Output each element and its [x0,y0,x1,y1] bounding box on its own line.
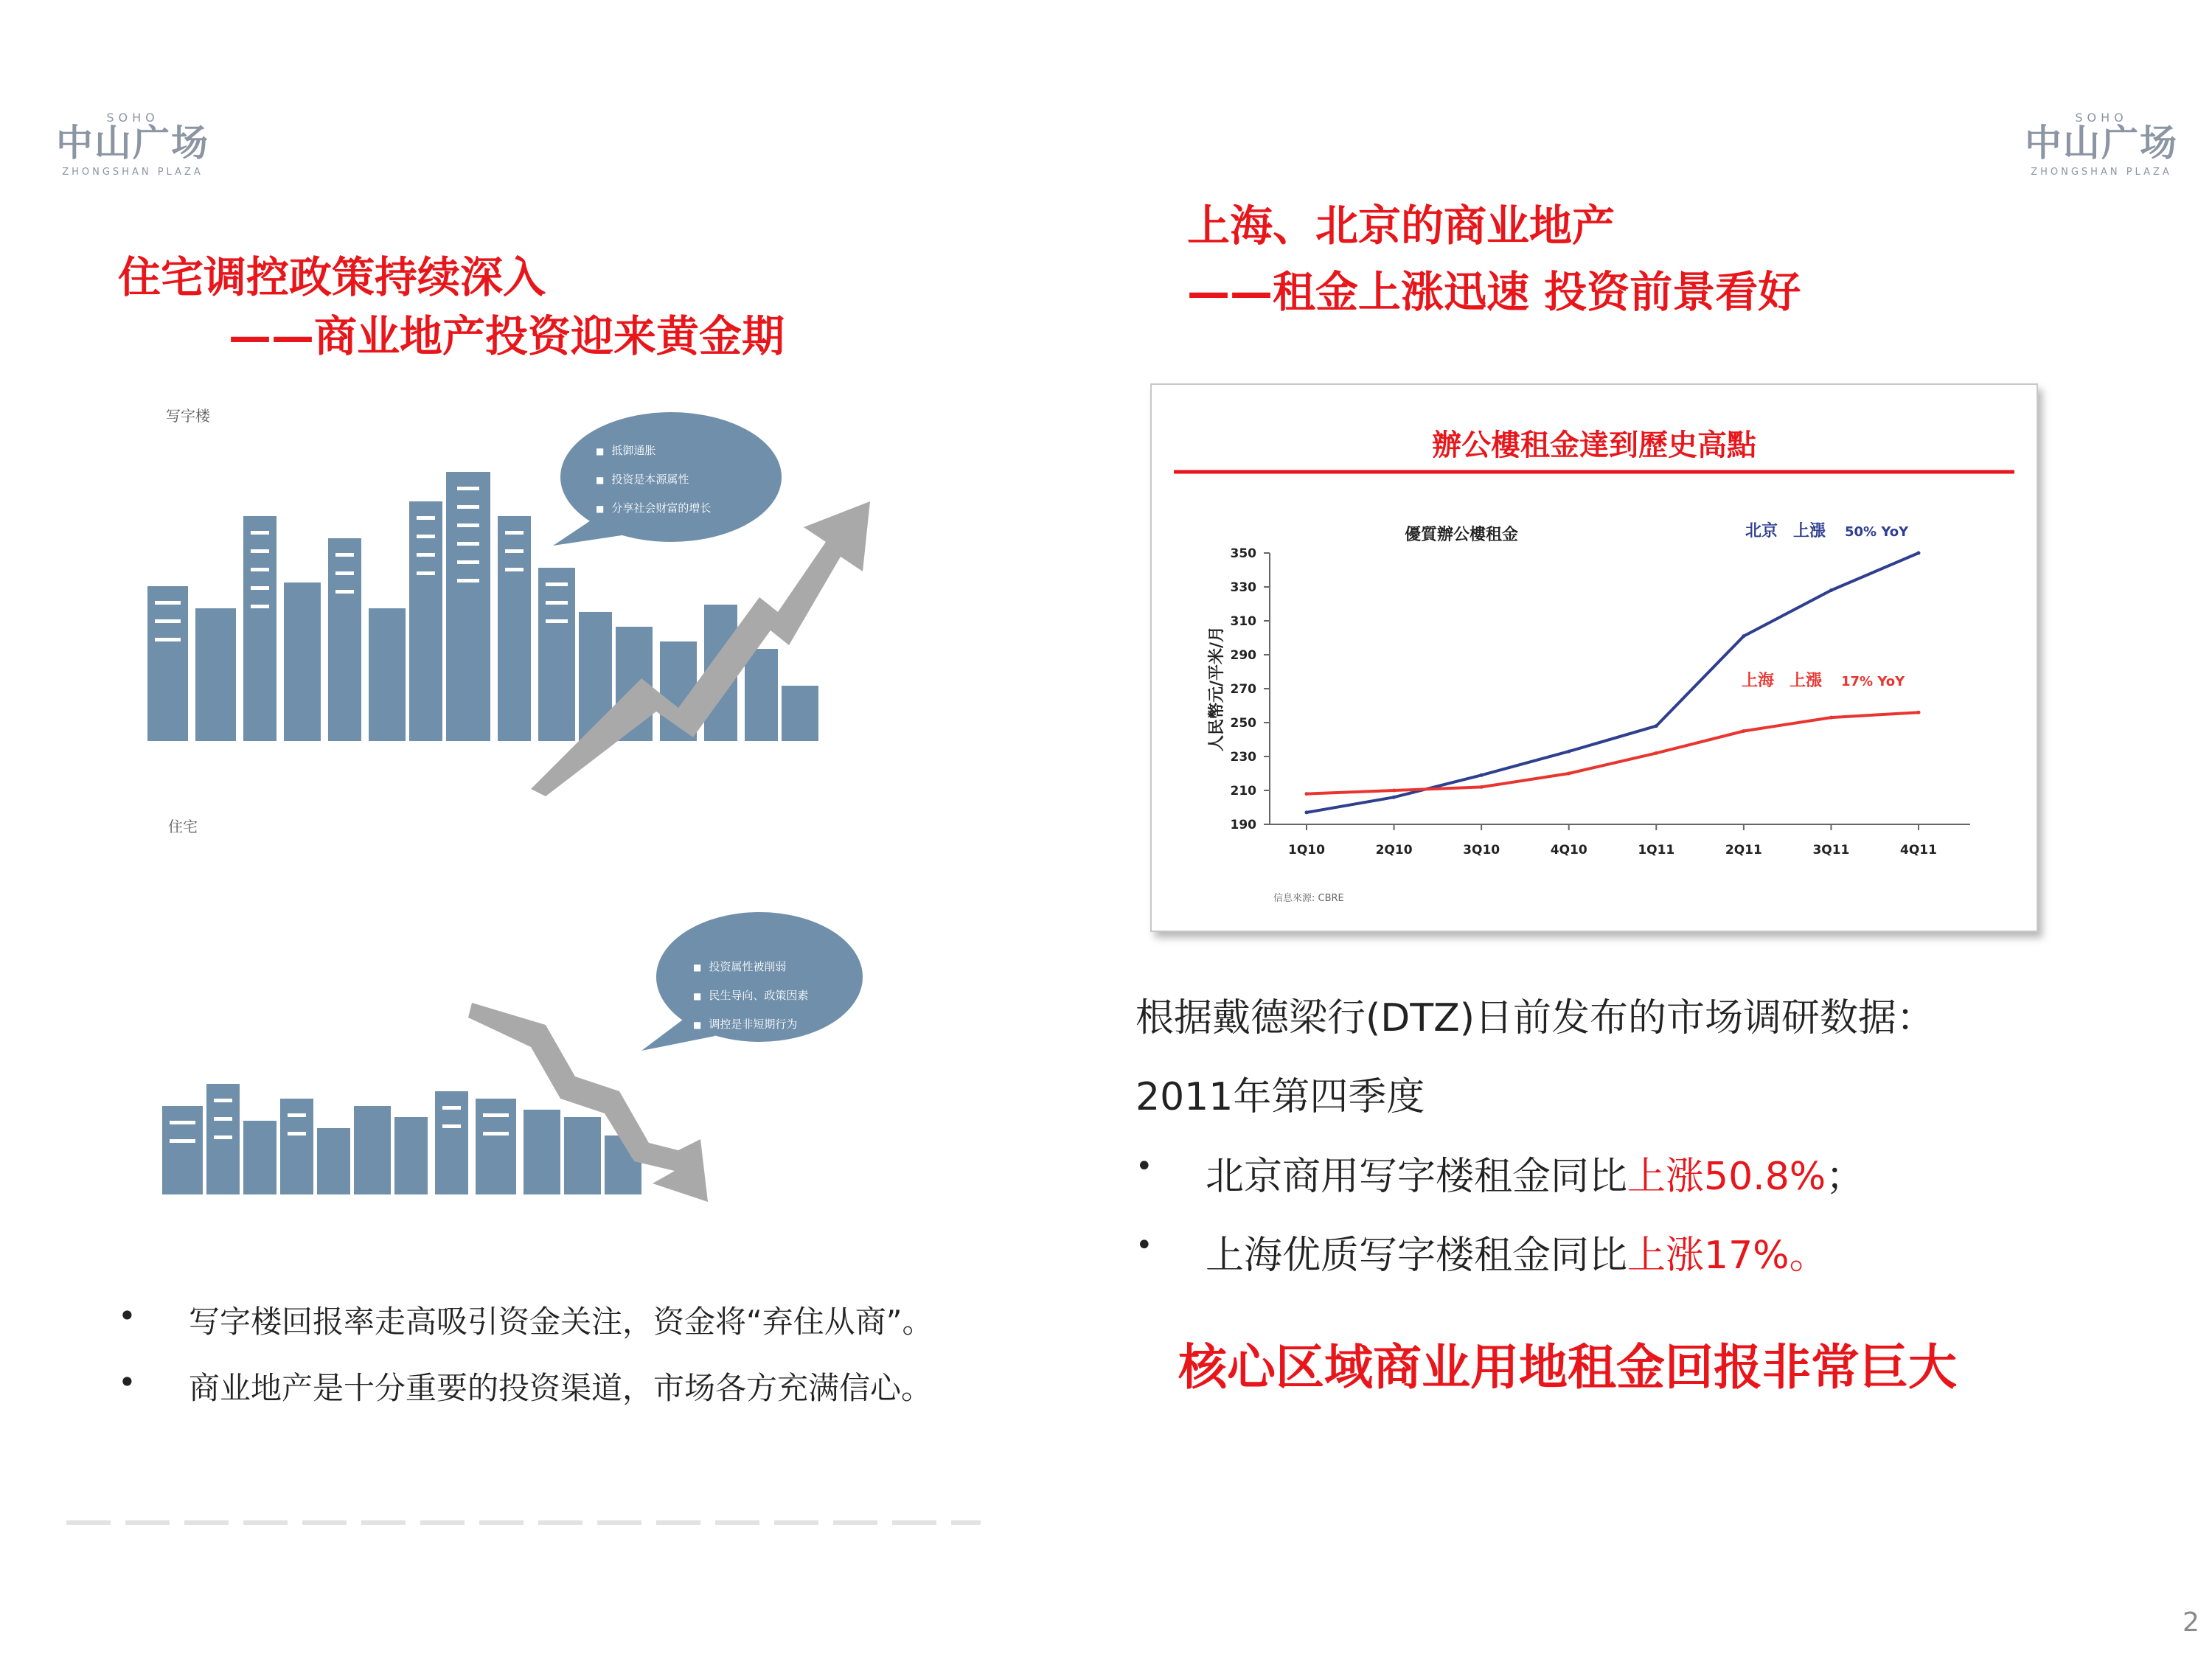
chart-source-note: 信息來源: CBRE [1273,893,1344,904]
faint-divider [66,1520,981,1525]
y-tick-label: 330 [1230,580,1256,595]
data-point [1917,711,1921,714]
logo-brand: SOHO [106,111,159,125]
office-label: 写字楼 [166,407,210,425]
x-tick-label: 4Q11 [1900,843,1937,858]
series-annotation-label: 上漲 [1793,522,1826,540]
y-tick-label: 290 [1230,648,1256,663]
y-tick-label: 210 [1230,784,1256,799]
office-bubble-item: ■ 投资是本源属性 [596,471,711,487]
x-tick-label: 2Q10 [1375,843,1413,858]
residential-bubble-item: ■ 民生导向、政策因素 [693,987,808,1003]
y-tick-label: 270 [1230,682,1256,697]
right-bullet-2-highlight: 上涨17%。 [1627,1234,1828,1278]
conclusion-text: 核心区域商业用地租金回报非常巨大 [1178,1339,1957,1396]
residential-bubble-item: ■ 调控是非短期行为 [693,1016,808,1032]
data-point [1829,716,1833,720]
data-point [1829,588,1833,592]
logo-name-en: ZHONGSHAN PLAZA [62,167,204,178]
logo-name-cn: 中山广场 [2025,122,2178,164]
office-bubble-list [596,442,711,515]
y-tick-label: 250 [1230,716,1256,731]
x-tick-label: 3Q11 [1812,843,1850,858]
right-bullet-1 [1135,1145,1864,1200]
right-title-line2: ——租金上涨迅速 投资前景看好 [1187,267,1801,317]
chart-title: 優質辦公樓租金 [1404,526,1519,544]
residential-bubble-item: ■ 投资属性被削弱 [693,959,808,974]
data-point [1917,552,1921,555]
logo-left [41,111,225,184]
x-tick-label: 3Q10 [1463,843,1500,858]
data-point [1567,750,1571,754]
x-tick-label: 1Q10 [1288,843,1325,858]
right-bullet-2 [1135,1224,1828,1279]
series-annotation-label: 上漲 [1790,672,1823,690]
logo-name-en: ZHONGSHAN PLAZA [2031,167,2172,178]
residential-label: 住宅 [168,818,198,835]
office-bubble-item: ■ 分享社会财富的增长 [596,500,711,515]
right-title-line1: 上海、北京的商业地产 [1187,201,1615,251]
y-tick-label: 230 [1230,750,1256,765]
y-tick-label: 190 [1230,818,1256,832]
chart-header: 辦公樓租金達到歷史高點 [1432,428,1756,462]
bullet-dot: • [118,1298,136,1334]
left-title-line1: 住宅调控政策持续深入 [118,252,546,302]
right-bullet-2-prefix: 上海优质写字楼租金同比 [1206,1234,1628,1278]
y-tick-label: 350 [1230,546,1256,561]
bullet-dot: • [1135,1228,1153,1262]
left-bullet-2 [118,1364,1162,1408]
series-name-label: 上海 [1742,672,1775,690]
data-point [1655,751,1658,755]
logo-brand: SOHO [2075,111,2128,125]
rent-line-chart [1152,385,2037,931]
y-axis-label: 人民幣元/平米/月 [1208,625,1226,752]
series-line-beijing [1307,553,1919,813]
data-point [1567,772,1571,776]
right-bullet-1-highlight: 上涨50.8% [1627,1155,1826,1199]
bullet-dot: • [1135,1150,1153,1183]
data-point [1305,810,1309,814]
logo-right [2009,111,2194,184]
series-yoy-label: 17% YoY [1841,674,1905,689]
x-tick-label: 4Q10 [1550,843,1587,858]
data-point [1480,773,1484,777]
residential-bubble-list [693,959,808,1032]
left-bullet-1 [118,1298,1162,1342]
office-bubble-item: ■ 抵御通胀 [596,442,711,458]
data-point [1480,785,1484,789]
series-name-label: 北京 [1745,522,1778,540]
y-tick-label: 310 [1230,614,1256,629]
data-point [1655,724,1658,728]
data-point [1742,634,1745,638]
series-yoy-label: 50% YoY [1845,524,1909,540]
right-bullet-1-prefix: 北京商用写字楼租金同比 [1206,1155,1628,1199]
data-point [1392,796,1396,799]
right-bullet-1-suffix: ； [1826,1155,1865,1199]
intro-line-2: 2011年第四季度 [1135,1075,1425,1119]
logo-name-cn: 中山广场 [56,122,209,164]
data-point [1305,792,1309,796]
left-title-line2: ——商业地产投资迎来黄金期 [229,311,785,361]
left-bullet-text: 写字楼回报率走高吸引资金关注，资金将“弃住从商”。 [189,1304,933,1340]
intro-line-1: 根据戴德梁行(DTZ)日前发布的市场调研数据： [1135,996,1935,1040]
x-tick-label: 1Q11 [1638,843,1675,858]
x-tick-label: 2Q11 [1725,843,1762,858]
data-point [1392,789,1396,793]
series-line-shanghai [1307,712,1919,793]
bullet-dot: • [118,1364,136,1400]
page-number: 2 [2183,1607,2199,1638]
data-point [1742,729,1745,733]
left-bullet-text: 商业地产是十分重要的投资渠道，市场各方充满信心。 [189,1370,933,1406]
rent-chart-panel [1150,383,2038,932]
